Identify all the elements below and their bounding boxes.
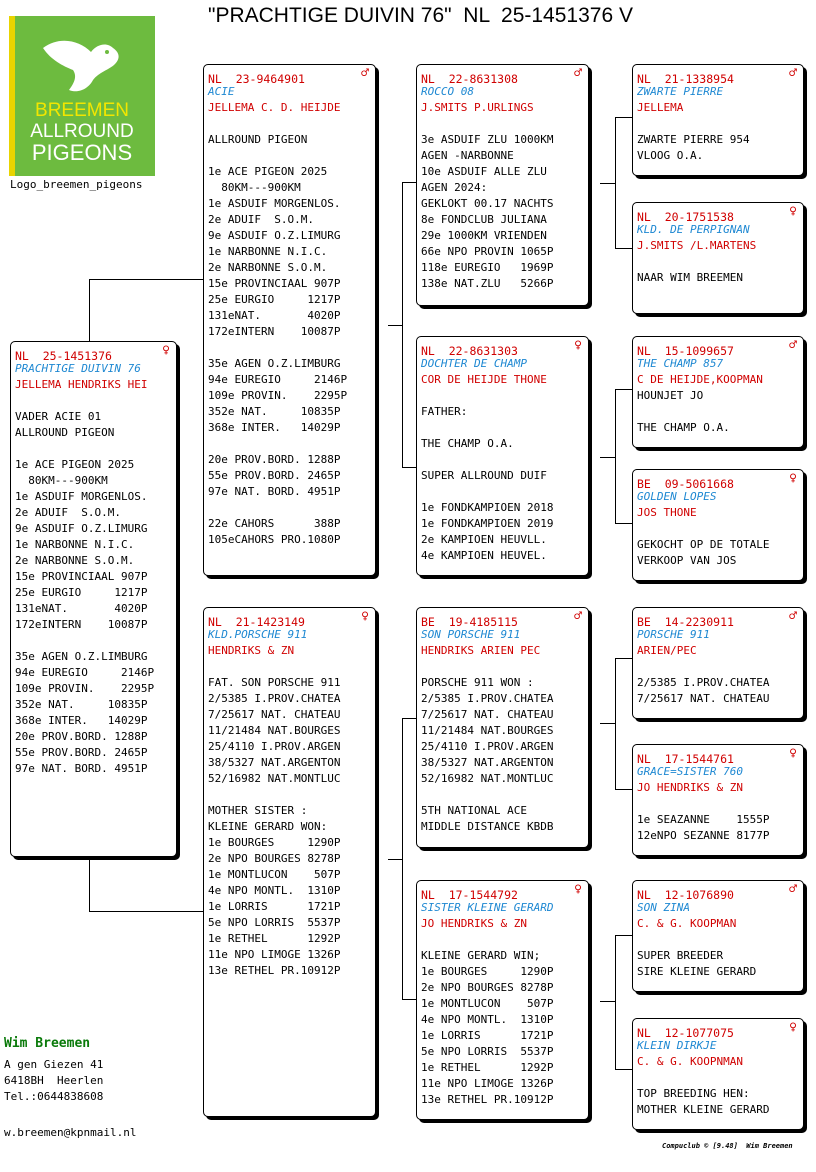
note-line xyxy=(421,484,584,500)
pedigree-card-dam-sire-dam[interactable] xyxy=(632,744,804,856)
note-line: 1e RETHEL 1292P xyxy=(421,1061,554,1074)
ring-number: NL 20-1751538 xyxy=(637,210,734,224)
note-line: 2/5385 I.PROV.CHATEA xyxy=(421,692,554,705)
performance-notes xyxy=(637,521,799,569)
performance-notes xyxy=(421,116,584,292)
card-header xyxy=(421,340,584,356)
contact-name: Wim Breemen xyxy=(4,1036,91,1051)
pedigree-card-dam-dam-sire[interactable] xyxy=(632,880,804,992)
note-line xyxy=(421,388,584,404)
note-line: 1e MONTLUCON 507P xyxy=(421,997,554,1010)
note-line: KLEINE GERARD WON: xyxy=(208,820,328,833)
ring-number: NL 15-1099657 xyxy=(637,344,734,358)
note-line: 38/5327 NAT.ARGENTON xyxy=(208,756,341,769)
note-line: 1e ACE PIGEON 2025 xyxy=(15,458,135,471)
note-line: 15e PROVINCIAAL 907P xyxy=(208,277,341,290)
note-line: 29e 1000KM VRIENDEN xyxy=(421,229,547,242)
performance-notes xyxy=(421,932,584,1108)
pigeon-name: GOLDEN LOPES xyxy=(637,490,717,503)
pedigree-card-sire-sire-sire[interactable] xyxy=(632,64,804,176)
sex-symbol-icon: ♂ xyxy=(789,66,797,81)
note-line: 25/4110 I.PROV.ARGEN xyxy=(208,740,341,753)
pedigree-card-sire-sire-dam[interactable] xyxy=(632,202,804,314)
card-header xyxy=(637,340,799,356)
note-line: MOTHER KLEINE GERARD xyxy=(637,1103,770,1116)
note-line: VLOOG O.A. xyxy=(637,149,704,162)
note-line: 109e PROVIN. 2295P xyxy=(208,389,348,402)
note-line: 2e NPO BOURGES 8278P xyxy=(208,852,341,865)
connector-line xyxy=(89,857,90,912)
connector-line xyxy=(388,859,403,860)
logo-caption: Logo_breemen_pigeons xyxy=(10,178,143,191)
owner-name: J.SMITS P.URLINGS xyxy=(421,101,534,114)
note-line: 11/21484 NAT.BOURGES xyxy=(208,724,341,737)
connector-line xyxy=(89,911,204,912)
note-line: 368e INTER. 14029P xyxy=(208,421,341,434)
note-line xyxy=(637,1070,799,1086)
note-line: 131eNAT. 4020P xyxy=(15,602,148,615)
note-line: 5TH NATIONAL ACE xyxy=(421,804,527,817)
note-line: AGEN 2024: xyxy=(421,181,488,194)
sex-symbol-icon: ♀ xyxy=(789,746,797,761)
note-line: ZWARTE PIERRE 954 xyxy=(637,133,750,146)
pigeon-name: KLD.PORSCHE 911 xyxy=(208,628,308,641)
note-line: 352e NAT. 10835P xyxy=(15,698,148,711)
note-line: 11e NPO LIMOGE 1326P xyxy=(208,948,341,961)
note-line xyxy=(421,659,584,675)
owner-name: C. & G. KOOPMAN xyxy=(637,917,737,930)
performance-notes xyxy=(208,116,371,548)
note-line: 97e NAT. BORD. 4951P xyxy=(15,762,148,775)
owner-name: JELLEMA C. D. HEIJDE xyxy=(208,101,341,114)
sex-symbol-icon: ♂ xyxy=(361,66,369,81)
note-line: 118e EUREGIO 1969P xyxy=(421,261,554,274)
connector-line xyxy=(615,658,616,790)
note-line xyxy=(421,116,584,132)
owner-name: JO HENDRIKS & ZN xyxy=(637,781,743,794)
sex-symbol-icon: ♂ xyxy=(789,609,797,624)
ring-number: NL 22-8631303 xyxy=(421,344,518,358)
note-line: 13e RETHEL PR.10912P xyxy=(421,1093,554,1106)
note-line: 10e ASDUIF ALLE ZLU xyxy=(421,165,547,178)
page-title: "PRACHTIGE DUIVIN 76" NL 25-1451376 V xyxy=(208,4,633,27)
owner-name: C DE HEIJDE,KOOPMAN xyxy=(637,373,763,386)
note-line xyxy=(637,254,799,270)
note-line: 13e RETHEL PR.10912P xyxy=(208,964,341,977)
note-line: 9e ASDUIF O.Z.LIMURG xyxy=(15,522,148,535)
pigeon-name: GRACE=SISTER 760 xyxy=(637,765,743,778)
owner-name: HENDRIKS & ZN xyxy=(208,644,295,657)
note-line xyxy=(421,932,584,948)
connector-line xyxy=(402,999,416,1000)
note-line: 1e FONDKAMPIOEN 2019 xyxy=(421,517,554,530)
sex-symbol-icon: ♀ xyxy=(574,882,582,897)
connector-line xyxy=(615,248,632,249)
note-line: ALLROUND PIGEON xyxy=(15,426,115,439)
pedigree-card-subject[interactable] xyxy=(10,341,177,857)
card-header xyxy=(637,1022,799,1038)
note-line: KLEINE GERARD WIN; xyxy=(421,949,541,962)
note-line: 3e ASDUIF ZLU 1000KM xyxy=(421,133,554,146)
note-line: 5e NPO LORRIS 5537P xyxy=(421,1045,554,1058)
card-header xyxy=(637,473,799,489)
pigeon-name: ACIE xyxy=(208,85,235,98)
pigeon-name: ZWARTE PIERRE xyxy=(637,85,724,98)
pigeon-name: KLD. DE PERPIGNAN xyxy=(637,223,750,236)
card-header xyxy=(637,884,799,900)
pedigree-card-dam[interactable] xyxy=(203,607,376,1117)
card-header xyxy=(421,884,584,900)
note-line: 25e EURGIO 1217P xyxy=(15,586,148,599)
pigeon-name: THE CHAMP 857 xyxy=(637,357,724,370)
connector-line xyxy=(89,279,90,341)
connector-line xyxy=(600,183,616,184)
note-line xyxy=(637,404,799,420)
note-line: 35e AGEN O.Z.LIMBURG xyxy=(208,357,341,370)
ring-number: NL 12-1076890 xyxy=(637,888,734,902)
note-line: 4e NPO MONTL. 1310P xyxy=(421,1013,554,1026)
note-line: 4e NPO MONTL. 1310P xyxy=(208,884,341,897)
note-line: 11e NPO LIMOGE 1326P xyxy=(421,1077,554,1090)
performance-notes xyxy=(208,659,371,979)
performance-notes xyxy=(637,388,799,436)
note-line: HOUNJET JO xyxy=(637,389,704,402)
note-line: 20e PROV.BORD. 1288P xyxy=(15,730,148,743)
card-header xyxy=(208,611,371,627)
note-line: 1e BOURGES 1290P xyxy=(208,836,341,849)
connector-line xyxy=(600,1001,616,1002)
note-line: 15e PROVINCIAAL 907P xyxy=(15,570,148,583)
ring-number: NL 17-1544761 xyxy=(637,752,734,766)
note-line: TOP BREEDING HEN: xyxy=(637,1087,750,1100)
performance-notes xyxy=(637,1070,799,1118)
note-line xyxy=(208,500,371,516)
note-line: AGEN -NARBONNE xyxy=(421,149,514,162)
note-line: 1e MONTLUCON 507P xyxy=(208,868,341,881)
note-line: 80KM---900KM xyxy=(208,181,301,194)
pedigree-card-sire-dam-sire[interactable] xyxy=(632,336,804,448)
connector-line xyxy=(615,523,632,524)
pedigree-card-dam-dam-dam[interactable] xyxy=(632,1018,804,1130)
note-line: FATHER: xyxy=(421,405,468,418)
note-line: 1e FONDKAMPIOEN 2018 xyxy=(421,501,554,514)
note-line: 368e INTER. 14029P xyxy=(15,714,148,727)
connector-line xyxy=(615,789,632,790)
note-line xyxy=(208,436,371,452)
note-line: 4e KAMPIOEN HEUVEL. xyxy=(421,549,547,562)
connector-line xyxy=(615,117,632,118)
note-line xyxy=(15,441,172,457)
note-line xyxy=(637,932,799,948)
note-line: SIRE KLEINE GERARD xyxy=(637,965,757,978)
pigeon-name: PORSCHE 911 xyxy=(637,628,710,641)
note-line: 35e AGEN O.Z.LIMBURG xyxy=(15,650,148,663)
note-line: 1e NARBONNE N.I.C. xyxy=(15,538,135,551)
note-line: SUPER BREEDER xyxy=(637,949,724,962)
pigeon-name: ROCCO 08 xyxy=(421,85,474,98)
connector-line xyxy=(89,279,204,280)
owner-name: JO HENDRIKS & ZN xyxy=(421,917,527,930)
logo xyxy=(9,16,155,176)
connector-line xyxy=(615,1069,632,1070)
note-line xyxy=(637,659,799,675)
card-header xyxy=(637,611,799,627)
note-line: 1e BOURGES 1290P xyxy=(421,965,554,978)
pigeon-name: DOCHTER DE CHAMP xyxy=(421,357,527,370)
note-line: 1e SEAZANNE 1555P xyxy=(637,813,770,826)
note-line: 52/16982 NAT.MONTLUC xyxy=(208,772,341,785)
ring-number: NL 23-9464901 xyxy=(208,72,305,86)
note-line: 109e PROVIN. 2295P xyxy=(15,682,155,695)
connector-line xyxy=(388,325,403,326)
connector-line xyxy=(600,457,616,458)
note-line: SUPER ALLROUND DUIF xyxy=(421,469,547,482)
note-line: 94e EUREGIO 2146P xyxy=(208,373,348,386)
card-header xyxy=(637,748,799,764)
owner-name: COR DE HEIJDE THONE xyxy=(421,373,547,386)
sex-symbol-icon: ♀ xyxy=(789,471,797,486)
note-line: 7/25617 NAT. CHATEAU xyxy=(208,708,341,721)
performance-notes xyxy=(637,659,799,707)
performance-notes xyxy=(637,796,799,844)
note-line: 8e FONDCLUB JULIANA xyxy=(421,213,547,226)
note-line: 7/25617 NAT. CHATEAU xyxy=(421,708,554,721)
connector-line xyxy=(402,467,416,468)
pedigree-card-dam-sire-sire[interactable] xyxy=(632,607,804,719)
note-line xyxy=(637,521,799,537)
ring-number: BE 19-4185115 xyxy=(421,615,518,629)
note-line: 2e KAMPIOEN HEUVLL. xyxy=(421,533,547,546)
note-line: MOTHER SISTER : xyxy=(208,804,308,817)
note-line: 2e NARBONNE S.O.M. xyxy=(15,554,135,567)
owner-name: ARIEN/PEC xyxy=(637,644,697,657)
performance-notes xyxy=(15,393,172,777)
note-line: ALLROUND PIGEON xyxy=(208,133,308,146)
note-line: 94e EUREGIO 2146P xyxy=(15,666,155,679)
note-line: 1e LORRIS 1721P xyxy=(208,900,341,913)
connector-line xyxy=(615,935,632,936)
connector-line xyxy=(615,658,632,659)
sex-symbol-icon: ♂ xyxy=(574,609,582,624)
note-line xyxy=(637,796,799,812)
note-line: NAAR WIM BREEMEN xyxy=(637,271,743,284)
pigeon-name: PRACHTIGE DUIVIN 76 xyxy=(15,362,141,375)
note-line: 105eCAHORS PRO.1080P xyxy=(208,533,341,546)
note-line: 131eNAT. 4020P xyxy=(208,309,341,322)
note-line xyxy=(208,659,371,675)
performance-notes xyxy=(637,116,799,164)
sex-symbol-icon: ♂ xyxy=(789,338,797,353)
contact-postcode-line: 6418BH Heerlen xyxy=(4,1074,104,1087)
note-line: 7/25617 NAT. CHATEAU xyxy=(637,692,770,705)
contact-phone-line: Tel.:0644838608 xyxy=(4,1090,104,1103)
owner-name: HENDRIKS ARIEN PEC xyxy=(421,644,541,657)
note-line xyxy=(208,116,371,132)
note-line xyxy=(15,393,172,409)
connector-line xyxy=(615,935,616,1070)
ring-number: NL 17-1544792 xyxy=(421,888,518,902)
connector-line xyxy=(402,182,416,183)
card-header xyxy=(208,68,371,84)
note-line: 2e NARBONNE S.O.M. xyxy=(208,261,328,274)
owner-name: JOS THONE xyxy=(637,506,697,519)
contact-address-line: A gen Giezen 41 xyxy=(4,1058,104,1071)
pedigree-card-sire[interactable] xyxy=(203,64,376,576)
note-line: 1e LORRIS 1721P xyxy=(421,1029,554,1042)
card-header xyxy=(15,345,172,361)
note-line: 38/5327 NAT.ARGENTON xyxy=(421,756,554,769)
logo-text-breemen: BREEMEN xyxy=(35,100,129,121)
pigeon-name: SON PORSCHE 911 xyxy=(421,628,521,641)
sex-symbol-icon: ♀ xyxy=(789,204,797,219)
card-header xyxy=(637,206,799,222)
performance-notes xyxy=(421,659,584,835)
performance-notes xyxy=(637,932,799,980)
ring-number: NL 21-1338954 xyxy=(637,72,734,86)
note-line: 55e PROV.BORD. 2465P xyxy=(208,469,341,482)
sex-symbol-icon: ♀ xyxy=(361,609,369,624)
note-line: GEKOCHT OP DE TOTALE xyxy=(637,538,770,551)
sex-symbol-icon: ♀ xyxy=(789,1020,797,1035)
card-header xyxy=(421,68,584,84)
note-line xyxy=(421,452,584,468)
note-line: 97e NAT. BORD. 4951P xyxy=(208,485,341,498)
pigeon-name: KLEIN DIRKJE xyxy=(637,1039,717,1052)
note-line: 1e ACE PIGEON 2025 xyxy=(208,165,328,178)
contact-block xyxy=(4,1036,103,1105)
sex-symbol-icon: ♀ xyxy=(162,343,170,358)
note-line xyxy=(421,787,584,803)
pigeon-name: SON ZINA xyxy=(637,901,690,914)
logo-text-allround: ALLROUND xyxy=(30,121,134,142)
pigeon-name: SISTER KLEINE GERARD xyxy=(421,901,554,914)
connector-line xyxy=(600,723,616,724)
note-line: 172eINTERN 10087P xyxy=(15,618,148,631)
ring-number: NL 25-1451376 xyxy=(15,349,112,363)
note-line: 1e ASDUIF MORGENLOS. xyxy=(15,490,148,503)
connector-line xyxy=(402,718,416,719)
note-line xyxy=(208,340,371,356)
note-line: 138e NAT.ZLU 5266P xyxy=(421,277,554,290)
note-line: GEKLOKT 00.17 NACHTS xyxy=(421,197,554,210)
note-line: 66e NPO PROVIN 1065P xyxy=(421,245,554,258)
note-line: 1e ASDUIF MORGENLOS. xyxy=(208,197,341,210)
note-line: 5e NPO LORRIS 5537P xyxy=(208,916,341,929)
ring-number: BE 14-2230911 xyxy=(637,615,734,629)
ring-number: BE 09-5061668 xyxy=(637,477,734,491)
pedigree-card-dam-dam[interactable] xyxy=(416,880,589,1120)
pigeon-icon xyxy=(39,30,129,100)
note-line: 20e PROV.BORD. 1288P xyxy=(208,453,341,466)
note-line: 2/5385 I.PROV.CHATEA xyxy=(208,692,341,705)
card-header xyxy=(637,68,799,84)
note-line: 12eNPO SEZANNE 8177P xyxy=(637,829,770,842)
ring-number: NL 22-8631308 xyxy=(421,72,518,86)
note-line: 25/4110 I.PROV.ARGEN xyxy=(421,740,554,753)
note-line: 1e NARBONNE N.I.C. xyxy=(208,245,328,258)
sex-symbol-icon: ♂ xyxy=(789,882,797,897)
note-line: FAT. SON PORSCHE 911 xyxy=(208,676,341,689)
footer-credit: Compuclub © [9.48] Wim Breemen xyxy=(662,1142,793,1150)
note-line xyxy=(208,148,371,164)
note-line xyxy=(15,633,172,649)
pedigree-card-dam-sire[interactable] xyxy=(416,607,589,848)
note-line: PORSCHE 911 WON : xyxy=(421,676,534,689)
sex-symbol-icon: ♂ xyxy=(574,66,582,81)
note-line: 25e EURGIO 1217P xyxy=(208,293,341,306)
sex-symbol-icon: ♀ xyxy=(574,338,582,353)
note-line: 11/21484 NAT.BOURGES xyxy=(421,724,554,737)
note-line: 55e PROV.BORD. 2465P xyxy=(15,746,148,759)
card-header xyxy=(421,611,584,627)
note-line: 80KM---900KM xyxy=(15,474,108,487)
note-line xyxy=(208,787,371,803)
note-line: MIDDLE DISTANCE KBDB xyxy=(421,820,554,833)
note-line: 2e ADUIF S.O.M. xyxy=(208,213,314,226)
note-line xyxy=(421,420,584,436)
ring-number: NL 12-1077075 xyxy=(637,1026,734,1040)
performance-notes xyxy=(421,388,584,564)
note-line: 2/5385 I.PROV.CHATEA xyxy=(637,676,770,689)
ring-number: NL 21-1423149 xyxy=(208,615,305,629)
owner-name: JELLEMA HENDRIKS HEI xyxy=(15,378,148,391)
pedigree-card-sire-dam[interactable] xyxy=(416,336,589,576)
pedigree-card-sire-sire[interactable] xyxy=(416,64,589,306)
note-line: 52/16982 NAT.MONTLUC xyxy=(421,772,554,785)
note-line: THE CHAMP O.A. xyxy=(421,437,514,450)
note-line: 352e NAT. 10835P xyxy=(208,405,341,418)
note-line: 172eINTERN 10087P xyxy=(208,325,341,338)
performance-notes xyxy=(637,254,799,286)
owner-name: J.SMITS /L.MARTENS xyxy=(637,239,757,252)
owner-name: C. & G. KOOPNMAN xyxy=(637,1055,743,1068)
note-line: VADER ACIE 01 xyxy=(15,410,102,423)
note-line: 1e RETHEL 1292P xyxy=(208,932,341,945)
note-line: 22e CAHORS 388P xyxy=(208,517,341,530)
contact-email[interactable]: w.breemen@kpnmail.nl xyxy=(4,1126,137,1139)
note-line: THE CHAMP O.A. xyxy=(637,421,730,434)
note-line: 2e NPO BOURGES 8278P xyxy=(421,981,554,994)
note-line: VERKOOP VAN JOS xyxy=(637,554,737,567)
owner-name: JELLEMA xyxy=(637,101,684,114)
pedigree-card-sire-dam-dam[interactable] xyxy=(632,469,804,581)
logo-text-pigeons: PIGEONS xyxy=(31,140,133,165)
note-line: 2e ADUIF S.O.M. xyxy=(15,506,121,519)
connector-line xyxy=(615,389,632,390)
note-line xyxy=(637,116,799,132)
note-line: 9e ASDUIF O.Z.LIMURG xyxy=(208,229,341,242)
